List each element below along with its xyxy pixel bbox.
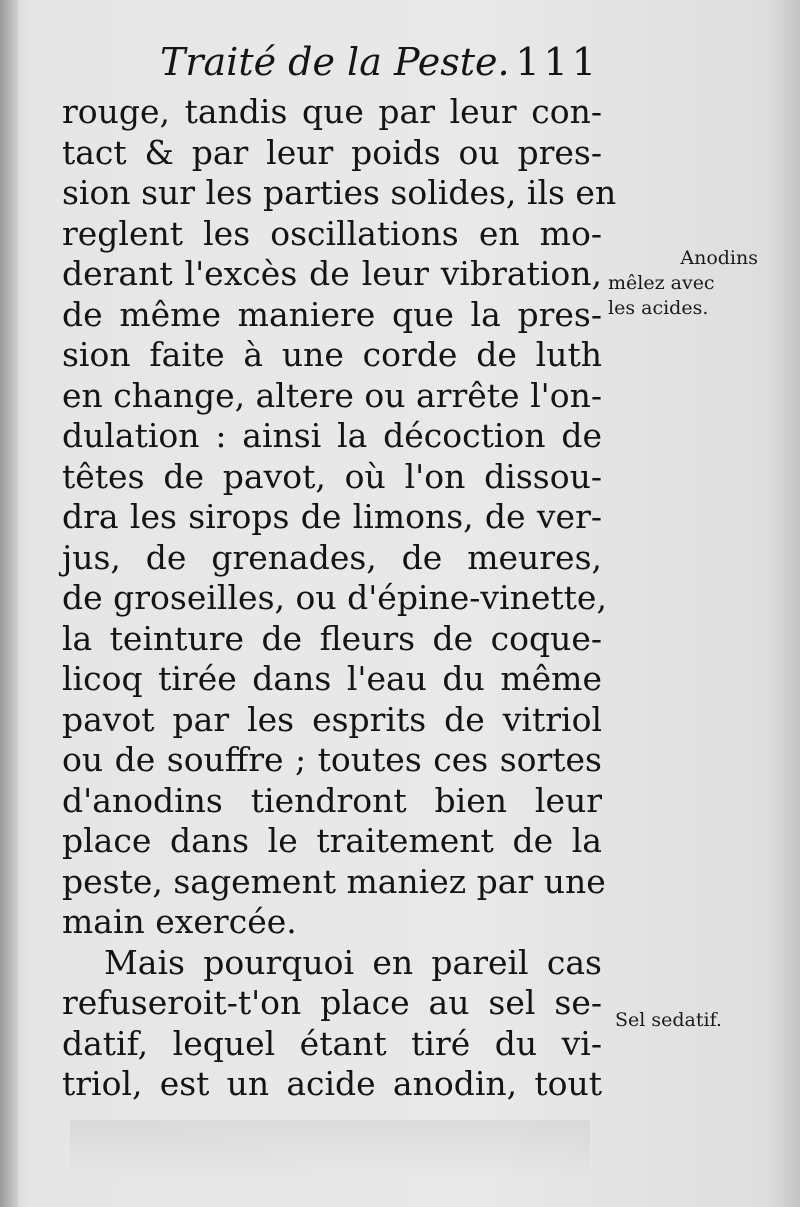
page-spine-shadow bbox=[0, 0, 18, 1207]
margin-note-line: Anodins bbox=[680, 247, 758, 269]
text-line: datif, lequel étant tiré du vi- bbox=[62, 1023, 602, 1063]
text-line: de groseilles, ou d'épine-vinette, bbox=[62, 578, 607, 617]
margin-note-anodins bbox=[608, 246, 768, 321]
margin-note-line: mêlez avec bbox=[608, 272, 715, 294]
margin-note-sel-sedatif: Sel sedatif. bbox=[615, 1009, 722, 1031]
page-header bbox=[160, 40, 600, 90]
text-line: place dans le traitement de la bbox=[62, 821, 602, 860]
text-line: en change, altere ou arrête l'on- bbox=[62, 375, 602, 415]
running-title: Traité de la Peste. bbox=[160, 40, 510, 84]
text-line: sion faite à une corde de luth bbox=[62, 335, 602, 374]
page-number: 111 bbox=[515, 40, 600, 84]
text-line: triol, est un acide anodin, tout bbox=[62, 1064, 602, 1103]
text-line: sion sur les parties solides, ils en bbox=[62, 173, 617, 212]
body-text bbox=[62, 92, 617, 1105]
text-line: reglent les oscillations en mo- bbox=[62, 213, 602, 253]
text-line: la teinture de fleurs de coque- bbox=[62, 618, 602, 658]
text-line: refuseroit-t'on place au sel se- bbox=[62, 983, 602, 1022]
text-line: rouge, tandis que par leur con- bbox=[62, 92, 602, 131]
text-line: pavot par les esprits de vitriol bbox=[62, 699, 602, 739]
text-line: jus, de grenades, de meures, bbox=[62, 537, 602, 577]
text-line: de même maniere que la pres- bbox=[62, 294, 602, 334]
text-line: main exercée. bbox=[62, 902, 297, 941]
text-line: licoq tirée dans l'eau du même bbox=[62, 659, 602, 698]
bleed-through-shadow bbox=[70, 1120, 590, 1180]
text-line: dra les sirops de limons, de ver- bbox=[62, 497, 602, 536]
text-line: peste, sagement maniez par une bbox=[62, 861, 606, 901]
text-line: dulation : ainsi la décoction de bbox=[62, 416, 602, 455]
margin-note-line: les acides. bbox=[608, 297, 709, 319]
text-line: têtes de pavot, où l'on dissou- bbox=[62, 456, 602, 496]
text-line: ou de souffre ; toutes ces sortes bbox=[62, 740, 602, 779]
text-line: d'anodins tiendront bien leur bbox=[62, 780, 602, 820]
text-line: Mais pourquoi en pareil cas bbox=[104, 942, 602, 982]
text-line: derant l'excès de leur vibration, bbox=[62, 254, 602, 293]
text-line: tact & par leur poids ou pres- bbox=[62, 132, 602, 172]
